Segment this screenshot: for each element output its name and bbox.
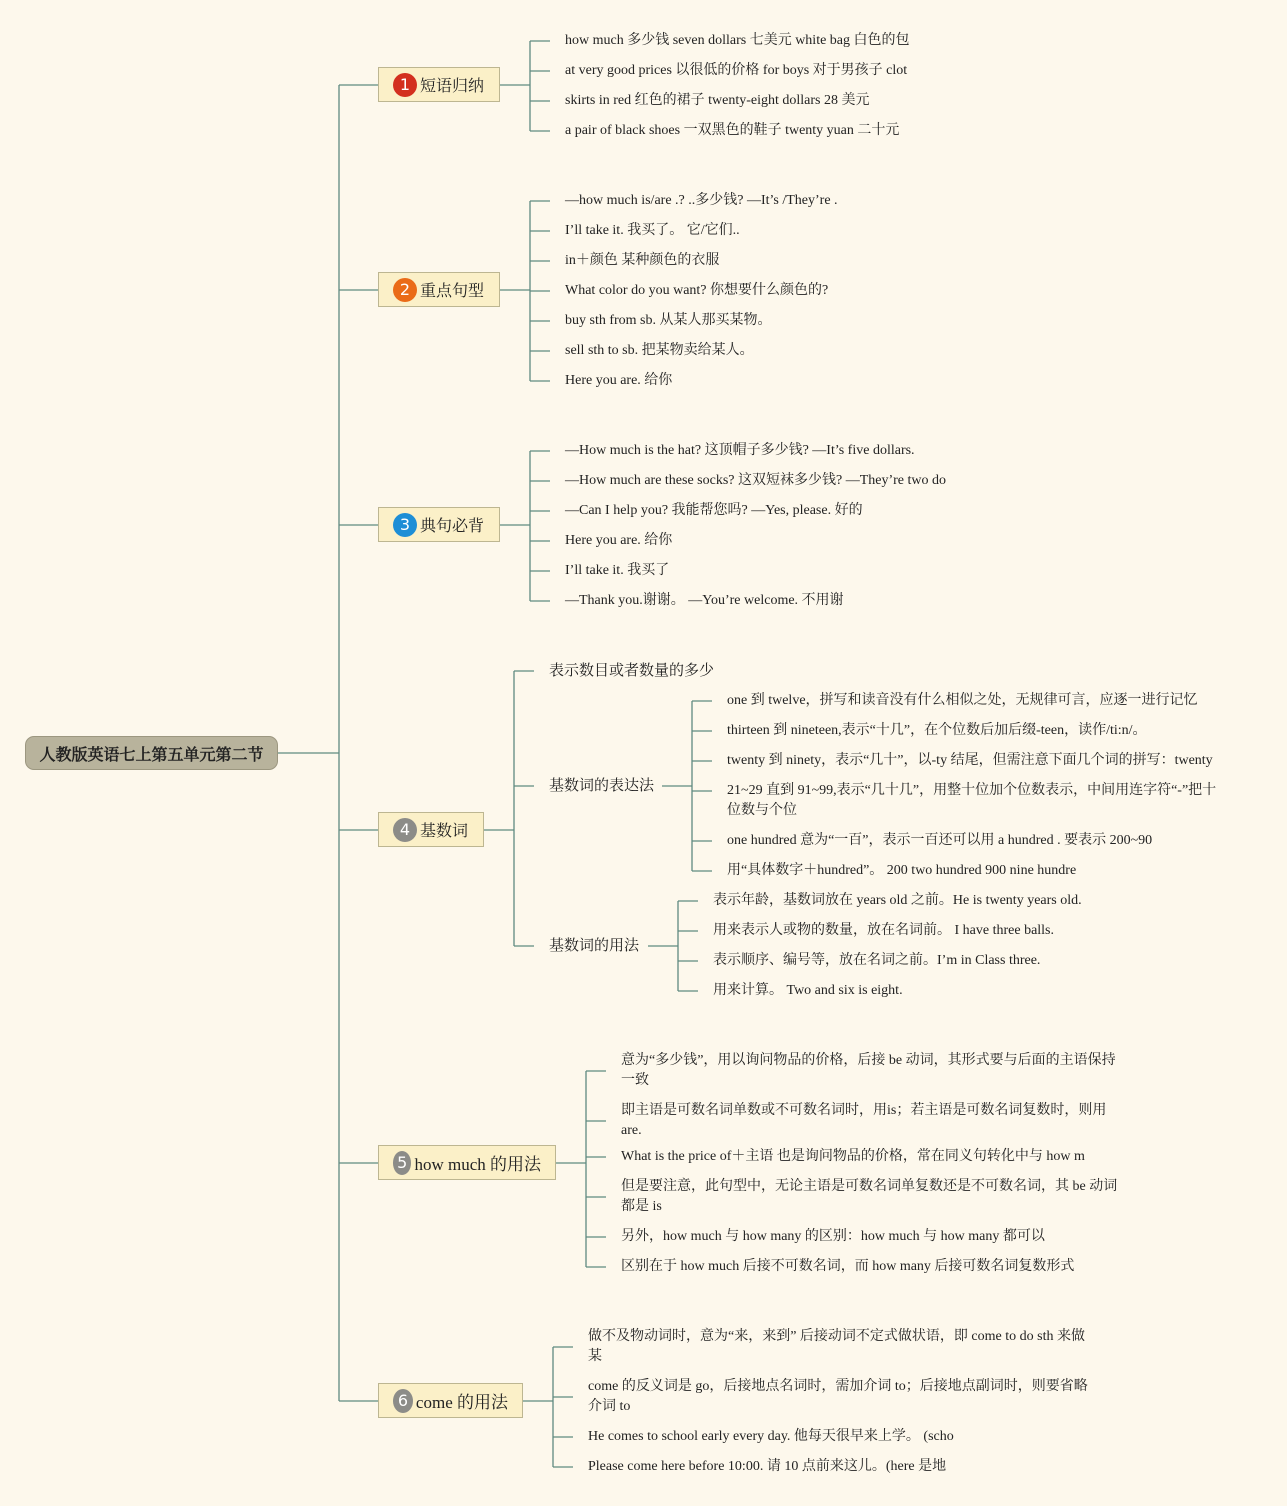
topic-label: 短语归纳	[420, 76, 485, 95]
number-badge-5: 5	[393, 1151, 411, 1175]
leaf-item[interactable]: 21~29 直到 91~99,表示“几十几”，用整十位加个位数表示，中间用连字符“-”把十位数与个位	[727, 783, 1217, 818]
leaf-item[interactable]: a pair of black shoes 一双黑色的鞋子 twenty yuan 二十元	[565, 123, 900, 138]
leaf-item[interactable]: in＋颜色 某种颜色的衣服	[565, 253, 720, 268]
leaf-item[interactable]: one 到 twelve，拼写和读音没有什么相似之处，无规律可言，应逐一进行记忆	[727, 693, 1198, 708]
leaf-item[interactable]: I’ll take it. 我买了	[565, 563, 670, 578]
leaf-item[interactable]: What is the price of＋主语 也是询问物品的价格，常在同义句转化中与 how m	[621, 1149, 1085, 1164]
number-badge-2: 2	[393, 278, 417, 302]
leaf-item[interactable]: —Thank you.谢谢。 —You’re welcome. 不用谢	[565, 593, 844, 608]
leaf-item[interactable]: 表示顺序、编号等，放在名词之前。I’m in Class three.	[713, 953, 1041, 968]
leaf-item[interactable]: 但是要注意，此句型中，无论主语是可数名词单复数还是不可数名词，其 be 动词都是 is	[621, 1179, 1118, 1214]
leaf-item[interactable]: Please come here before 10:00. 请 10 点前来这儿。(here 是地	[588, 1459, 947, 1474]
leaf-item[interactable]: 做不及物动词时，意为“来，来到” 后接动词不定式做状语，即 come to do sth 来做某	[588, 1329, 1085, 1364]
leaf-item[interactable]: come 的反义词是 go，后接地点名词时，需加介词 to；后接地点副词时，则要省略介词 to	[588, 1379, 1088, 1414]
leaf-item[interactable]: 区别在于 how much 后接不可数名词，而 how many 后接可数名词复数形式	[621, 1259, 1075, 1274]
leaf-item[interactable]: He comes to school early every day. 他每天很早来上学。 (scho	[588, 1429, 954, 1444]
leaf-item[interactable]: sell sth to sb. 把某物卖给某人。	[565, 343, 754, 358]
leaf-item[interactable]: —How much is the hat? 这顶帽子多少钱? —It’s five dollars.	[565, 443, 915, 458]
leaf-item[interactable]: 表示年龄，基数词放在 years old 之前。He is twenty years old.	[713, 893, 1082, 908]
leaf-item[interactable]: skirts in red 红色的裙子 twenty-eight dollars 28 美元	[565, 93, 870, 108]
leaf-item[interactable]: 用来表示人或物的数量，放在名词前。 I have three balls.	[713, 923, 1055, 938]
number-badge-3: 3	[393, 513, 417, 537]
leaf-item[interactable]: —How much are these socks? 这双短袜多少钱? —They’re two do	[565, 473, 947, 488]
topic-classic-sentences[interactable]	[378, 507, 500, 542]
leaf-item[interactable]: Here you are. 给你	[565, 533, 673, 548]
topic-label: 基数词	[420, 821, 469, 840]
leaf-item[interactable]: —Can I help you? 我能帮您吗? —Yes, please. 好的	[565, 503, 863, 518]
number-badge-1: 1	[393, 73, 417, 97]
subtopic-intro[interactable]: 表示数目或者数量的多少	[549, 663, 715, 679]
topic-label: 典句必背	[420, 516, 485, 535]
leaf-item[interactable]: buy sth from sb. 从某人那买某物。	[565, 313, 772, 328]
leaf-item[interactable]: 用来计算。 Two and six is eight.	[713, 983, 903, 998]
topic-key-sentences[interactable]	[378, 272, 500, 307]
leaf-item[interactable]: Here you are. 给你	[565, 373, 673, 388]
topic-how-much[interactable]	[378, 1145, 556, 1180]
leaf-item[interactable]: 用“具体数字＋hundred”。 200 two hundred 900 nine hundre	[727, 863, 1077, 878]
leaf-item[interactable]: twenty 到 ninety，表示“几十”，以-ty 结尾，但需注意下面几个词的拼写：twenty	[727, 753, 1213, 768]
topic-label: come 的用法	[415, 1393, 508, 1412]
leaf-item[interactable]: —how much is/are .? ..多少钱? —It’s /They’re .	[565, 193, 838, 208]
number-badge-6: 6	[393, 1389, 413, 1413]
topic-come[interactable]	[378, 1383, 523, 1418]
leaf-item[interactable]: at very good prices 以很低的价格 for boys 对于男孩子 clot	[565, 63, 908, 78]
subtopic-expression[interactable]: 基数词的表达法	[549, 778, 655, 794]
leaf-item[interactable]: how much 多少钱 seven dollars 七美元 white bag 白色的包	[565, 33, 910, 48]
leaf-item[interactable]: 即主语是可数名词单数或不可数名词时，用is；若主语是可数名词复数时，则用 are.	[621, 1103, 1107, 1138]
leaf-item[interactable]: I’ll take it. 我买了。 它/它们..	[565, 223, 740, 238]
topic-phrases[interactable]	[378, 67, 500, 102]
leaf-item[interactable]: What color do you want? 你想要什么颜色的?	[565, 283, 829, 298]
topic-label: 重点句型	[420, 281, 485, 300]
topic-cardinal-numbers[interactable]	[378, 812, 484, 847]
leaf-item[interactable]: one hundred 意为“一百”，表示一百还可以用 a hundred . 要表示 200~90	[727, 833, 1153, 848]
leaf-item[interactable]: thirteen 到 nineteen,表示“十几”，在个位数后加后缀-teen，读作/ti:n/。	[727, 723, 1147, 738]
topic-label: how much 的用法	[414, 1155, 541, 1174]
root-node[interactable]: 人教版英语七上第五单元第二节	[25, 736, 278, 770]
leaf-item[interactable]: 另外，how much 与 how many 的区别：how much 与 how many 都可以	[621, 1229, 1045, 1244]
subtopic-usage[interactable]: 基数词的用法	[549, 938, 640, 954]
number-badge-4: 4	[393, 818, 417, 842]
leaf-item[interactable]: 意为“多少钱”，用以询问物品的价格，后接 be 动词，其形式要与后面的主语保持一致	[621, 1053, 1116, 1088]
